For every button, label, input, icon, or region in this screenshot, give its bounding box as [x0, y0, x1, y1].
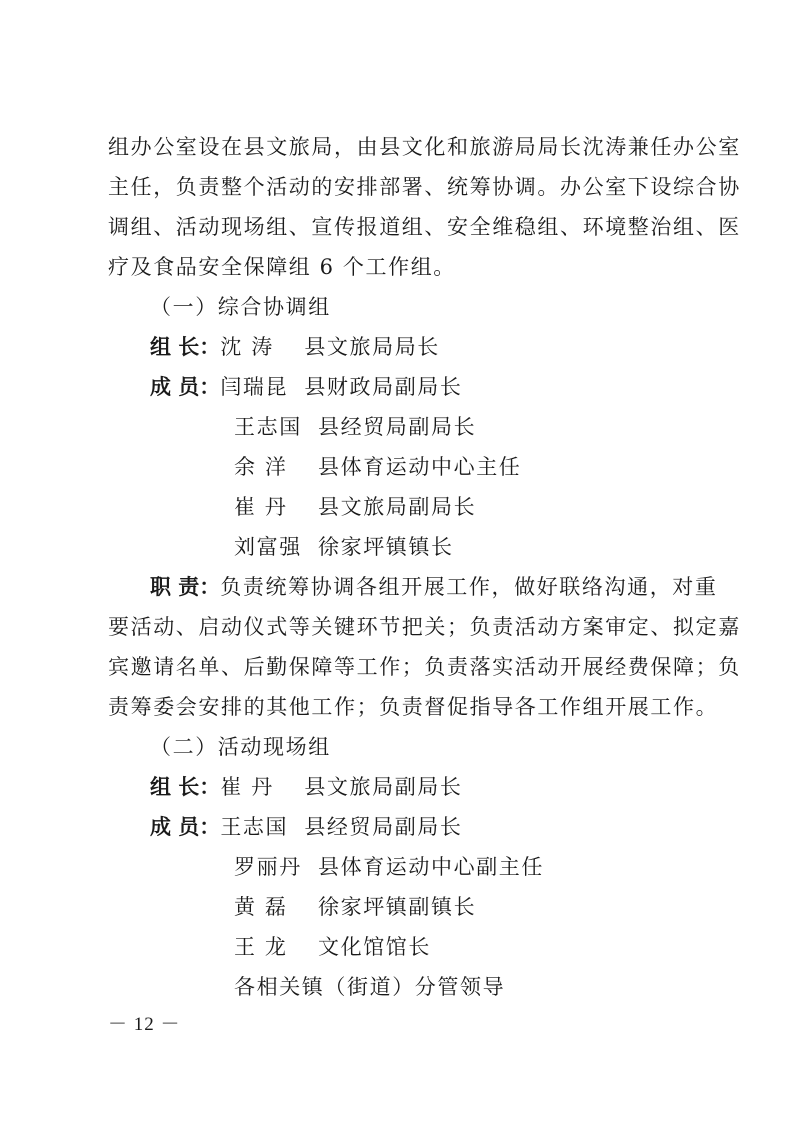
- member-title: 县体育运动中心副主任: [318, 855, 544, 879]
- leader-name: 崔 丹: [220, 775, 274, 799]
- member-name: 崔 丹: [234, 495, 288, 519]
- page-number: － 12 －: [108, 1014, 181, 1035]
- group1-duty-line: 要活动、启动仪式等关键环节把关；负责活动方案审定、拟定嘉: [108, 615, 741, 639]
- duty-label: 职 责：: [150, 575, 221, 599]
- group1-member-row: [234, 455, 521, 479]
- member-name: 刘富强: [234, 535, 302, 559]
- member-title: 徐家坪镇镇长: [318, 535, 454, 559]
- group1-duty-line: 宾邀请名单、后勤保障等工作；负责落实活动开展经费保障；负: [108, 655, 741, 679]
- member-title: 县经贸局副局长: [318, 415, 477, 439]
- members-label: 成 员：: [150, 815, 221, 839]
- leader-label: 组 长：: [150, 335, 221, 359]
- leader-title: 县文旅局局长: [304, 335, 440, 359]
- member-title: 县体育运动中心主任: [318, 455, 522, 479]
- member-name: 黄 磊: [234, 895, 288, 919]
- group2-member-row: [150, 815, 463, 839]
- member-title: 县财政局副局长: [304, 375, 463, 399]
- member-title: 徐家坪镇副镇长: [318, 895, 477, 919]
- leader-name: 沈 涛: [220, 335, 274, 359]
- group1-member-row: [150, 375, 463, 399]
- group2-leader-row: [150, 775, 463, 799]
- member-title: 县文旅局副局长: [318, 495, 477, 519]
- group1-member-row: [234, 415, 476, 439]
- group2-heading: （二）活动现场组: [150, 735, 331, 759]
- member-name: 王 龙: [234, 935, 288, 959]
- group1-member-row: [234, 535, 454, 559]
- group2-member-row: [234, 855, 544, 879]
- member-title: 县经贸局副局长: [304, 815, 463, 839]
- intro-line-1: 组办公室设在县文旅局，由县文化和旅游局局长沈涛兼任办公室: [108, 135, 741, 159]
- member-name: 王志国: [234, 415, 302, 439]
- group2-member-row: [234, 895, 476, 919]
- group1-heading: （一）综合协调组: [150, 295, 331, 319]
- group1-leader-row: [150, 335, 440, 359]
- leader-title: 县文旅局副局长: [304, 775, 463, 799]
- intro-line-4: 疗及食品安全保障组 6 个工作组。: [108, 255, 456, 279]
- members-label: 成 员：: [150, 375, 221, 399]
- group1-duty-line: 责筹委会安排的其他工作；负责督促指导各工作组开展工作。: [108, 695, 719, 719]
- intro-line-2: 主任，负责整个活动的安排部署、统筹协调。办公室下设综合协: [108, 175, 741, 199]
- leader-label: 组 长：: [150, 775, 221, 799]
- member-title: 文化馆馆长: [318, 935, 431, 959]
- group1-duty-row: [150, 575, 718, 599]
- group2-member-row: [234, 935, 431, 959]
- member-name: 罗丽丹: [234, 855, 302, 879]
- group2-extra-line: 各相关镇（街道）分管领导: [234, 975, 506, 999]
- member-name: 闫瑞昆: [220, 375, 289, 399]
- member-name: 王志国: [220, 815, 289, 839]
- group1-member-row: [234, 495, 476, 519]
- duty-text: 负责统筹协调各组开展工作，做好联络沟通，对重: [220, 575, 718, 599]
- intro-line-3: 调组、活动现场组、宣传报道组、安全维稳组、环境整治组、医: [108, 215, 741, 239]
- member-name: 余 洋: [234, 455, 288, 479]
